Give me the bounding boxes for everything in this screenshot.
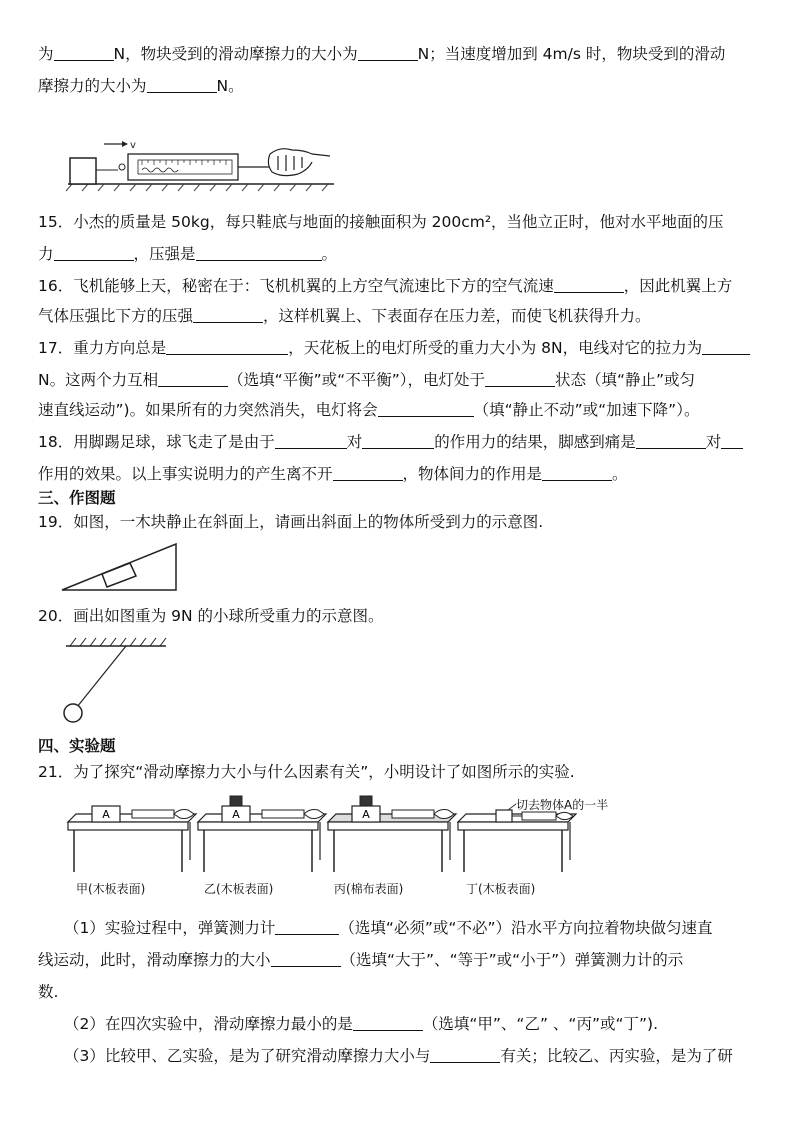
spring-scale-body xyxy=(128,154,238,180)
weight xyxy=(230,796,242,806)
table-bing xyxy=(328,796,456,872)
q16-line-1 xyxy=(38,276,732,296)
answer-blank[interactable] xyxy=(721,433,743,449)
text: （选填“必须”或“不必”）沿水平方向拉着物块做匀速直 xyxy=(339,919,713,937)
spring-scale-figure xyxy=(64,124,336,192)
text: 速直线运动”)。如果所有的力突然消失，电灯将会 xyxy=(38,401,378,419)
incline-figure xyxy=(60,538,182,594)
answer-blank[interactable] xyxy=(353,1015,423,1031)
caption-bing: 丙(棉布表面) xyxy=(334,882,404,896)
text: ，因此机翼上方 xyxy=(623,277,733,295)
text: （选填“甲”、“乙” 、“丙”或“丁”). xyxy=(422,1015,659,1033)
ball xyxy=(64,704,82,722)
answer-blank[interactable] xyxy=(542,465,612,481)
text: N；当速度增加到 4m/s 时，物块受到的滑动 xyxy=(417,45,726,63)
answer-blank[interactable] xyxy=(275,919,339,935)
text: ，物体间力的作用是 xyxy=(402,465,543,483)
text: N。这两个力互相 xyxy=(38,371,159,389)
text: （2）在四次实验中，滑动摩擦力最小的是 xyxy=(64,1015,353,1033)
q16-line-2 xyxy=(38,306,651,326)
text: 。 xyxy=(321,245,338,263)
text: ，这样机翼上、下表面存在压力差，而使飞机获得升力。 xyxy=(263,307,651,325)
answer-blank[interactable] xyxy=(485,371,555,387)
text: 为 xyxy=(38,45,54,63)
q14-line-1 xyxy=(38,44,725,64)
answer-blank[interactable] xyxy=(158,371,228,387)
text: 的作用力的结果，脚感到痛是 xyxy=(434,433,636,451)
q17-line-1 xyxy=(38,338,750,358)
text: 17．重力方向总是 xyxy=(38,339,167,357)
q17-line-3 xyxy=(38,400,699,420)
q21-p1-line-3: 数. xyxy=(38,983,59,1001)
caption-jia: 甲(木板表面) xyxy=(76,882,146,896)
caption-yi: 乙(木板表面) xyxy=(204,882,274,896)
text: ，天花板上的电灯所受的重力大小为 8N，电线对它的拉力为 xyxy=(288,339,703,357)
answer-blank[interactable] xyxy=(275,433,347,449)
table-yi xyxy=(198,796,326,872)
text: 对 xyxy=(346,433,363,451)
q21-p2 xyxy=(64,1014,658,1034)
answer-blank[interactable] xyxy=(333,465,403,481)
half-block xyxy=(496,810,512,822)
answer-blank[interactable] xyxy=(166,339,288,355)
section-heading: 三、作图题 xyxy=(38,489,116,507)
answer-blank[interactable] xyxy=(147,77,217,93)
text: 线运动，此时，滑动摩擦力的大小 xyxy=(38,951,271,969)
q17-line-2 xyxy=(38,370,695,390)
block-a-label: A xyxy=(362,808,370,821)
velocity-label: v xyxy=(130,140,136,151)
q19-text: 19．如图，一木块静止在斜面上，请画出斜面上的物体所受到力的示意图. xyxy=(38,513,544,531)
answer-blank[interactable] xyxy=(702,339,750,355)
block-a-label: A xyxy=(232,808,240,821)
q15-line-2 xyxy=(38,244,337,264)
text: （选填“平衡”或“不平衡”），电灯处于 xyxy=(228,371,485,389)
table-ding xyxy=(458,804,576,872)
caption-ding: 丁(木板表面) xyxy=(466,882,536,896)
answer-blank[interactable] xyxy=(54,245,134,261)
text: 有关；比较乙、丙实验，是为了研 xyxy=(500,1047,733,1065)
hand-icon xyxy=(268,149,330,176)
answer-blank[interactable] xyxy=(193,307,263,323)
table-jia xyxy=(68,806,196,872)
q18-line-1 xyxy=(38,432,743,452)
text: N，物块受到的滑动摩擦力的大小为 xyxy=(113,45,358,63)
block-a-label: A xyxy=(102,808,110,821)
text: （3）比较甲、乙实验，是为了研究滑动摩擦力大小与 xyxy=(64,1047,431,1065)
answer-blank[interactable] xyxy=(358,45,418,61)
text: （填“静止不动”或“加速下降”）。 xyxy=(473,401,700,419)
text: （选填“大于”、“等于”或“小于”）弹簧测力计的示 xyxy=(340,951,684,969)
answer-blank[interactable] xyxy=(554,277,624,293)
text: ，压强是 xyxy=(133,245,196,263)
text: 18．用脚踢足球，球飞走了是由于 xyxy=(38,433,275,451)
text: 作用的效果。以上事实说明力的产生离不开 xyxy=(38,465,333,483)
text: 。 xyxy=(612,465,628,483)
cut-label: 切去物体A的一半 xyxy=(516,798,609,812)
q21-text: 21．为了探究“滑动摩擦力大小与什么因素有关”，小明设计了如图所示的实验. xyxy=(38,763,575,781)
answer-blank[interactable] xyxy=(636,433,706,449)
text: 力 xyxy=(38,245,54,263)
answer-blank[interactable] xyxy=(378,401,474,417)
q21-p1-line-2 xyxy=(38,950,683,970)
section-heading: 四、实验题 xyxy=(38,737,116,755)
answer-blank[interactable] xyxy=(362,433,434,449)
q18-line-2 xyxy=(38,464,628,484)
q20-text: 20．画出如图重为 9N 的小球所受重力的示意图。 xyxy=(38,607,384,625)
answer-blank[interactable] xyxy=(196,245,322,261)
answer-blank[interactable] xyxy=(54,45,114,61)
weight xyxy=(360,796,372,806)
q21-p3 xyxy=(64,1046,733,1066)
answer-blank[interactable] xyxy=(430,1047,500,1063)
text: 摩擦力的大小为 xyxy=(38,77,147,95)
text: 15．小杰的质量是 50kg，每只鞋底与地面的接触面积为 200cm²，当他立正时，他对水平地面的压 xyxy=(38,213,724,231)
text: N。 xyxy=(216,77,244,95)
q21-p1-line-1 xyxy=(64,918,713,938)
text: 对 xyxy=(705,433,722,451)
answer-blank[interactable] xyxy=(271,951,341,967)
pendulum-figure xyxy=(62,636,172,726)
block xyxy=(70,158,96,184)
string xyxy=(77,646,126,707)
q14-line-2 xyxy=(38,76,244,96)
q15-line-1 xyxy=(38,212,724,232)
text: 状态（填“静止”或匀 xyxy=(554,371,696,389)
text: （1）实验过程中，弹簧测力计 xyxy=(64,919,276,937)
text: 16．飞机能够上天，秘密在于：飞机机翼的上方空气流速比下方的空气流速 xyxy=(38,277,554,295)
text: 气体压强比下方的压强 xyxy=(38,307,194,325)
